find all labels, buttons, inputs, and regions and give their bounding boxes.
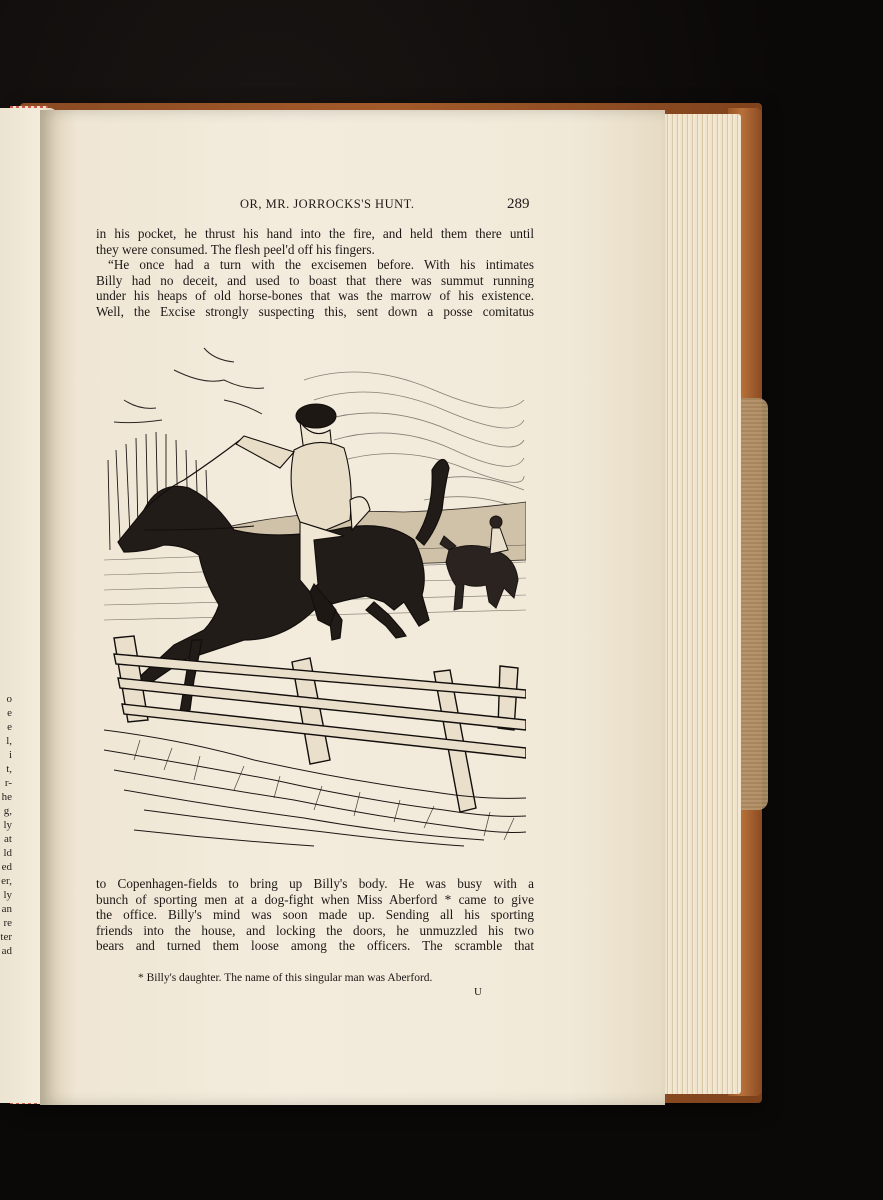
- left-page-fragment: er,: [1, 875, 12, 887]
- left-page-fragment: r-: [4, 777, 12, 789]
- left-page-fragment: g,: [3, 805, 12, 817]
- left-page-text-fragments: [0, 692, 12, 958]
- left-page-fragment: ld: [3, 847, 12, 859]
- left-page-fragment: at: [4, 833, 12, 845]
- page-fore-edge: [655, 114, 741, 1094]
- left-page-fragment: t,: [6, 763, 12, 775]
- text-line: “He once had a turn with the excisemen before. With his intimates: [108, 257, 534, 273]
- left-page-fragment: ter: [0, 931, 12, 943]
- text-line: under his heaps of old horse-bones that was the marrow of his existence.: [96, 288, 534, 304]
- text-line: in his pocket, he thrust his hand into the fire, and held them there until: [96, 226, 534, 241]
- torn-spine-cloth: [738, 398, 768, 810]
- text-line: Billy had no deceit, and used to boast that there was summut running: [96, 272, 534, 288]
- text-line: the office. Billy's mind was soon made up. Sending all his sporting: [96, 907, 534, 923]
- text-line: Well, the Excise strongly suspecting this, sent down a posse comitatus: [96, 303, 534, 319]
- body-text-bottom: [96, 876, 534, 954]
- text-line: bears and turned them loose among the officers. The scramble that: [96, 938, 534, 954]
- text-line: they were consumed. The flesh peel'd off his fingers.: [96, 241, 375, 257]
- left-page-fragment: re: [3, 917, 12, 929]
- left-page-fragment: e: [7, 707, 12, 719]
- engraving-horse-jumping-fence: [104, 340, 526, 852]
- text-line: friends into the house, and locking the doors, he unmuzzled his two: [96, 922, 534, 938]
- left-page-fragment: he: [1, 791, 12, 803]
- left-page-fragment: ly: [3, 819, 12, 831]
- left-page-fragment: ed: [1, 861, 12, 873]
- running-head: OR, MR. JORROCKS'S HUNT.: [240, 197, 415, 211]
- text-line: bunch of sporting men at a dog-fight when Miss Aberford * came to give: [96, 891, 534, 907]
- left-page-fragment: o: [6, 693, 12, 705]
- signature-mark: U: [474, 986, 482, 998]
- body-text-top: [96, 226, 534, 320]
- footnote: * Billy's daughter. The name of this singular man was Aberford.: [138, 972, 433, 984]
- left-page-fragment: ad: [1, 945, 12, 957]
- left-page-fragment: an: [1, 903, 12, 915]
- page-number: 289: [507, 196, 530, 212]
- text-line: to Copenhagen-fields to bring up Billy's body. He was busy with a: [96, 876, 534, 891]
- left-page-fragment: e: [7, 721, 12, 733]
- left-page-fragment: i: [8, 749, 12, 761]
- left-page-fragment: ly: [3, 889, 12, 901]
- left-page-fragment: l,: [6, 735, 12, 747]
